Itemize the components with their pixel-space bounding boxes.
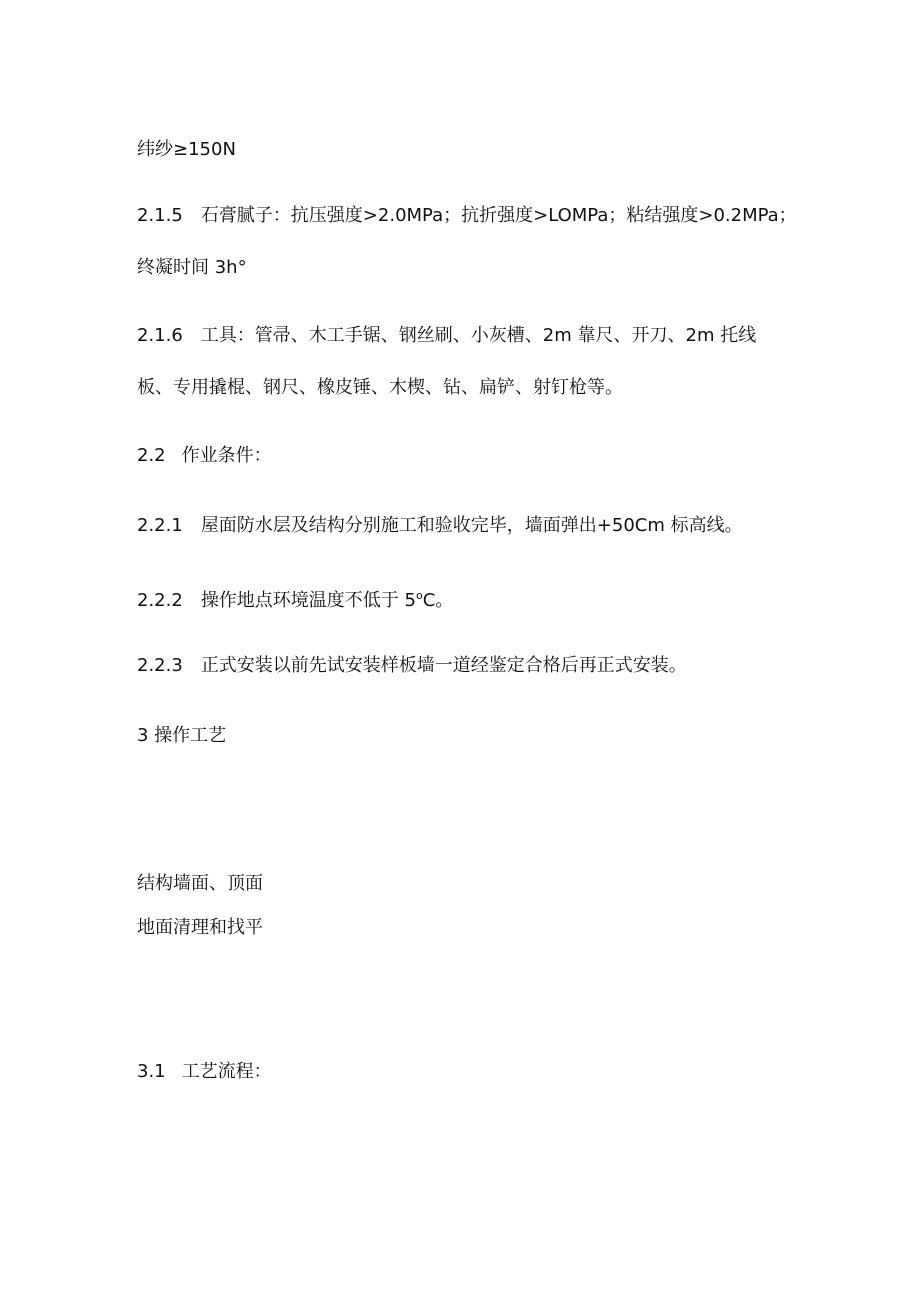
flow-step-text: 地面清理和找平 [137, 917, 263, 938]
section-2-2 [137, 444, 272, 468]
section-heading: 作业条件： [181, 445, 272, 466]
section-number: 2.2.1 [137, 515, 183, 536]
section-text: 终凝时间 3h° [137, 257, 247, 278]
section-text: 板、专用撬棍、钢尺、橡皮锤、木楔、钻、扁铲、射钉枪等。 [137, 377, 623, 398]
section-number: 2.2.2 [137, 590, 183, 611]
section-text: 工具：管帚、木工手锯、钢丝刷、小灰槽、2m 靠尺、开刀、2m 托线 [200, 325, 757, 346]
section-number: 2.2.3 [137, 655, 183, 676]
section-2-1-6-continuation [137, 376, 623, 400]
section-3-1 [137, 1060, 272, 1084]
section-2-1-6 [137, 324, 756, 348]
section-2-1-5 [137, 204, 797, 228]
section-2-2-2 [137, 584, 453, 613]
section-text: 屋面防水层及结构分别施工和验收完毕，墙面弹出+50Cm 标高线。 [200, 515, 743, 536]
yarn-strength-text: 纬纱≥150N [137, 139, 236, 160]
section-text: 正式安装以前先试安装样板墙一道经鉴定合格后再正式安装。 [200, 655, 687, 676]
yarn-strength-line [137, 138, 236, 162]
section-number: 2.1.6 [137, 325, 183, 346]
section-3-heading [137, 724, 226, 748]
temperature-unit: C。 [422, 590, 454, 611]
section-number: 3.1 [137, 1061, 166, 1082]
section-2-2-1 [137, 514, 743, 538]
degree-symbol: o [416, 589, 423, 602]
flow-step-walls [137, 872, 263, 896]
section-2-1-5-continuation [137, 256, 247, 280]
section-heading: 工艺流程： [181, 1061, 272, 1082]
flow-step-floor [137, 916, 263, 940]
section-number: 2.1.5 [137, 205, 183, 226]
section-text: 石膏腻子：抗压强度>2.0MPa；抗折强度>LOMPa；粘结强度>0.2MPa； [200, 205, 797, 226]
section-text: 操作地点环境温度不低于 5 [200, 590, 416, 611]
flow-step-text: 结构墙面、顶面 [137, 873, 263, 894]
section-2-2-3 [137, 654, 687, 678]
section-heading: 3 操作工艺 [137, 725, 227, 746]
section-number: 2.2 [137, 445, 166, 466]
